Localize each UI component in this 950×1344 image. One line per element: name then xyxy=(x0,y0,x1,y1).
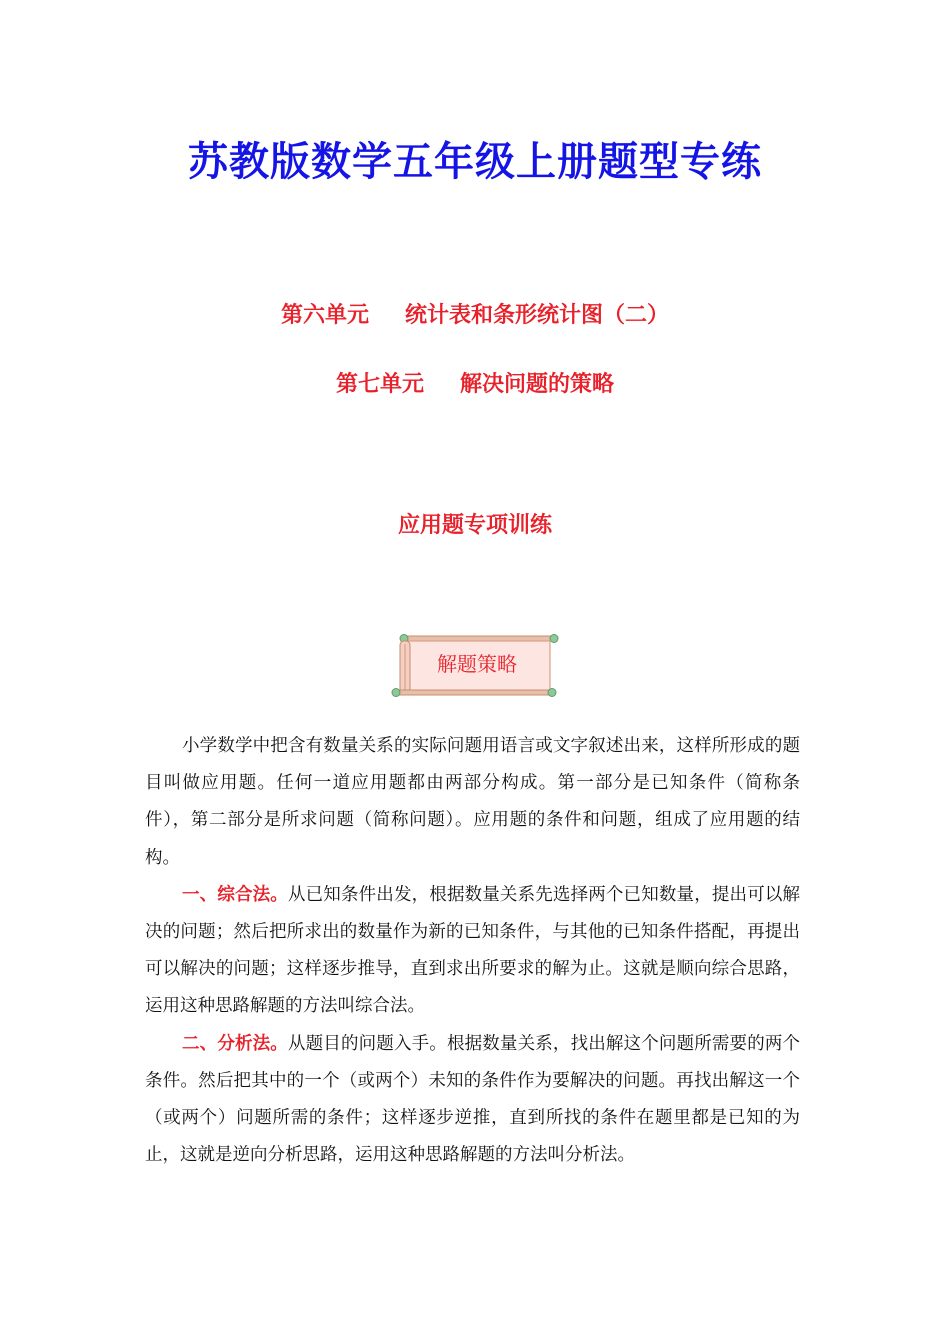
unit7-label: 第七单元 xyxy=(335,372,424,397)
unit6-label: 第六单元 xyxy=(280,303,369,328)
special-training-heading: 应用题专项训练 xyxy=(397,513,552,538)
intro-paragraph: 小学数学中把含有数量关系的实际问题用语言或文字叙述出来，这样所形成的题目叫做应用题。任何一道应用题都由两部分构成。第一部分是已知条件（简称条件），第二部分是所求问题（简称问题）。应用题的条件和问题，组成了应用题的结构。 xyxy=(145,736,800,868)
method-synthesis-paragraph xyxy=(145,877,800,1026)
unit7-heading xyxy=(0,367,950,398)
strategy-banner xyxy=(390,632,562,700)
document-title: 苏教版数学五年级上册题型专练 xyxy=(188,139,762,185)
method-synthesis-heading: 一、综合法。 xyxy=(182,884,288,905)
strategy-banner-label: 解题策略 xyxy=(437,652,517,676)
method-synthesis-text: 从已知条件出发，根据数量关系先选择两个已知数量，提出可以解决的问题；然后把所求出的数量作为新的已知条件，与其他的已知条件搭配，再提出可以解决的问题；这样逐步推导，直到求出所要求的解为止。这就是顺向综合思路，运用这种思路解题的方法叫综合法。 xyxy=(145,884,801,1017)
unit6-name: 统计表和条形统计图（二） xyxy=(405,303,670,328)
method-analysis-paragraph xyxy=(145,1026,800,1175)
method-analysis-text: 从题目的问题入手。根据数量关系，找出解这个问题所需要的两个条件。然后把其中的一个（或两个）未知的条件作为要解决的问题。再找出解这一个（或两个）问题所需的条件；这样逐步逆推，直到所找的条件在题里都是已知的为止，这就是逆向分析思路，运用这种思路解题的方法叫分析法。 xyxy=(145,1033,801,1166)
method-analysis-heading: 二、分析法。 xyxy=(182,1033,288,1054)
unit7-name: 解决问题的策略 xyxy=(460,372,615,397)
unit6-heading xyxy=(0,298,950,329)
content-body xyxy=(145,728,800,1174)
